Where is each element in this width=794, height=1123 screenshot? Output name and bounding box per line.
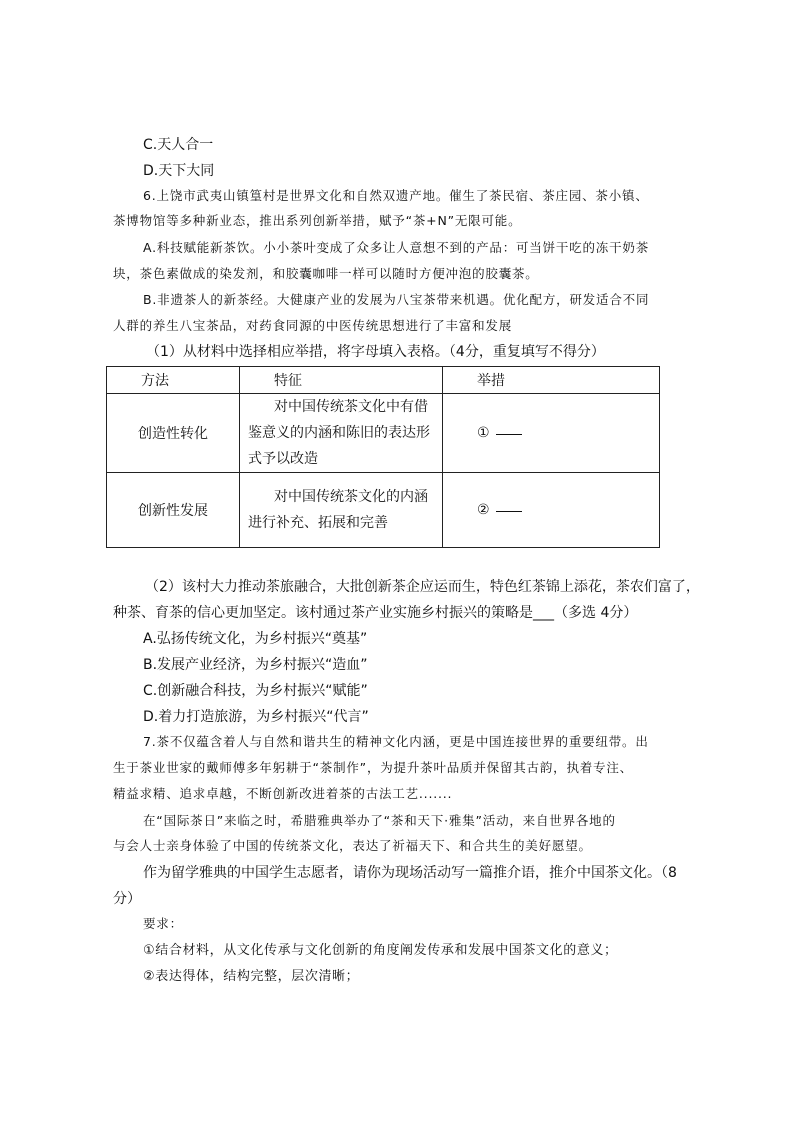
- option-d: D.天下大同: [143, 163, 215, 179]
- measure-marker: ②: [477, 502, 490, 518]
- answer-blank[interactable]: [496, 510, 522, 512]
- q7-p2-line2: 与会人士亲身体验了中国的传统茶文化，表达了祈福天下、和合共生的美好愿望。: [113, 838, 592, 853]
- method-cell: 创新性发展: [107, 473, 240, 548]
- choice-c[interactable]: C.创新融合科技，为乡村振兴“赋能”: [143, 683, 368, 699]
- q6-stem-line2: 茶博物馆等多种新业态，推出系列创新举措，赋予“茶+N”无限可能。: [113, 213, 522, 228]
- option-c: C.天人合一: [143, 137, 214, 153]
- q6-sub2-line1: （2）该村大力推动茶旅融合，大批创新茶企应运而生，特色红茶锦上添花，茶农们富了，: [145, 579, 700, 595]
- q7-task-line2: 分）: [113, 891, 141, 907]
- feature-cell: [240, 394, 443, 473]
- q7-p1-line2: 生于茶业世家的戴师傅多年躬耕于“茶制作”，为提升茶叶品质并保留其古韵，执着专注、: [113, 760, 633, 775]
- feature-line: 对中国传统茶文化的内涵: [274, 489, 428, 505]
- answer-blank[interactable]: [496, 433, 522, 435]
- q6-sub1-prompt: （1）从材料中选择相应举措，将字母填入表格。（4分，重复填写不得分）: [146, 344, 605, 360]
- table-header-row: [107, 367, 660, 394]
- measure-cell[interactable]: [443, 473, 660, 548]
- choice-a[interactable]: A.弘扬传统文化，为乡村振兴“奠基”: [143, 631, 368, 647]
- q6-material-b-line2: 人群的养生八宝茶品，对药食同源的中医传统思想进行了丰富和发展: [113, 318, 513, 333]
- q6-material-b-line1: B.非遗茶人的新茶经。大健康产业的发展为八宝茶带来机遇。优化配方，研发适合不同: [143, 292, 650, 307]
- q7-p1-line3: 精益求精、追求卓越，不断创新改进着茶的古法工艺.......: [113, 786, 453, 801]
- q6-material-a-line1: A.科技赋能新茶饮。小小茶叶变成了众多让人意想不到的产品：可当饼干吃的冻干奶茶: [143, 240, 650, 255]
- feature-line: 鉴意义的内涵和陈旧的表达形: [248, 425, 430, 441]
- feature-line: 对中国传统茶文化中有借: [274, 399, 428, 415]
- q6-material-a-line2: 块，茶色素做成的染发剂，和胶囊咖啡一样可以随时方便冲泡的胶囊茶。: [113, 266, 539, 281]
- answer-table: [106, 366, 660, 548]
- choice-b[interactable]: B.发展产业经济，为乡村振兴“造血”: [143, 657, 368, 673]
- header-measure: 举措: [443, 367, 660, 394]
- q7-p2-line1: 在“国际茶日”来临之时，希腊雅典举办了“茶和天下·雅集”活动，来自世界各地的: [143, 813, 616, 828]
- q6-stem-line1: 6.上饶市武夷山镇篁村是世界文化和自然双遗产地。催生了茶民宿、茶庄园、茶小镇、: [143, 188, 649, 203]
- feature-line: 进行补充、拓展和完善: [248, 515, 388, 531]
- feature-line: 式予以改造: [248, 451, 318, 467]
- choice-d[interactable]: D.着力打造旅游，为乡村振兴“代言”: [143, 709, 369, 725]
- measure-cell[interactable]: [443, 394, 660, 473]
- table-row: [107, 473, 660, 548]
- method-cell: 创造性转化: [107, 394, 240, 473]
- header-method: 方法: [107, 367, 240, 394]
- feature-cell: [240, 473, 443, 548]
- q7-requirement-2: ②表达得体，结构完整，层次清晰；: [143, 969, 360, 984]
- q7-requirements-title: 要求：: [143, 916, 183, 931]
- q7-requirement-1: ①结合材料，从文化传承与文化创新的角度阐发传承和发展中国茶文化的意义；: [143, 943, 618, 958]
- header-feature: 特征: [240, 367, 443, 394]
- table-row: [107, 394, 660, 473]
- measure-marker: ①: [477, 425, 490, 441]
- q7-p1-line1: 7.茶不仅蕴含着人与自然和谐共生的精神文化内涵，更是中国连接世界的重要纽带。出: [143, 734, 649, 749]
- q6-sub2-line2: 种茶、育茶的信心更加坚定。该村通过茶产业实施乡村振兴的策略是___（多选 4分）: [113, 605, 638, 621]
- q7-task-line1: 作为留学雅典的中国学生志愿者，请你为现场活动写一篇推介语，推介中国茶文化。（8: [143, 865, 677, 881]
